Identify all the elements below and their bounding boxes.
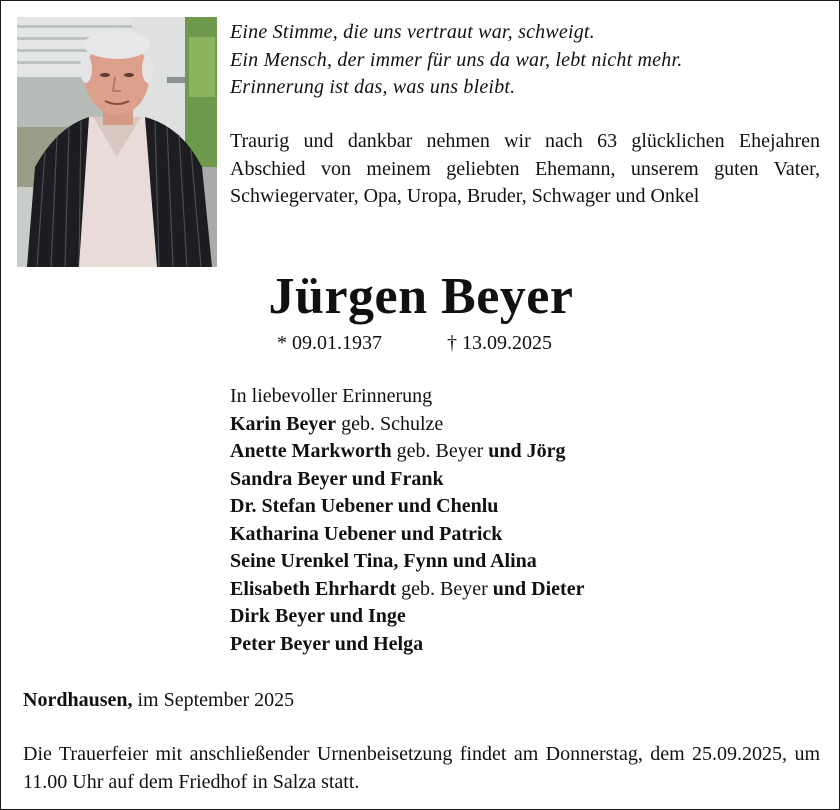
mourner-name: Dr. Stefan Uebener und Chenlu bbox=[230, 495, 499, 517]
mourner-name: Anette Markworth bbox=[230, 440, 392, 462]
place-and-date bbox=[23, 686, 294, 714]
mourner-partner: und Dieter bbox=[492, 577, 585, 600]
list-item bbox=[230, 548, 830, 576]
deceased-name: Jürgen Beyer bbox=[268, 268, 574, 325]
mourner-name: Sandra Beyer und Frank bbox=[230, 467, 444, 490]
intro-text: Traurig und dankbar nehmen wir nach 63 glücklichen Ehejahren Abschied von meinem geliebten Ehemann, unserem guten Vater, Schwiegervater, Opa, Uropa, Bruder, Schwager und Onkel bbox=[230, 130, 820, 207]
list-item bbox=[230, 493, 830, 521]
poem-line: Erinnerung ist das, was uns bleibt. bbox=[230, 76, 516, 98]
place-date: im September 2025 bbox=[132, 689, 295, 711]
death-date: † 13.09.2025 bbox=[447, 332, 552, 354]
list-item bbox=[230, 603, 830, 631]
list-item bbox=[230, 521, 830, 549]
list-item bbox=[230, 466, 830, 494]
birth-date: * 09.01.1937 bbox=[277, 332, 382, 354]
mourner-name: Peter Beyer und Helga bbox=[230, 632, 424, 655]
mourner-note: geb. Schulze bbox=[336, 412, 444, 435]
mourner-note: geb. Beyer bbox=[391, 440, 489, 462]
mourner-partner: und Jörg bbox=[488, 440, 566, 462]
mourner-name: Dirk Beyer und Inge bbox=[230, 605, 406, 627]
portrait-photo-icon bbox=[17, 17, 217, 267]
funeral-service-info: Die Trauerfeier mit anschließender Urnenbeisetzung findet am Donnerstag, dem 25.09.2025, um 11.00 Uhr auf dem Friedhof in Salza statt. bbox=[23, 743, 820, 793]
list-item bbox=[230, 411, 830, 439]
list-item bbox=[230, 631, 830, 659]
poem bbox=[230, 19, 830, 102]
mourners-heading: In liebevoller Erinnerung bbox=[230, 385, 433, 407]
mourner-name: Seine Urenkel Tina, Fynn und Alina bbox=[230, 550, 537, 572]
portrait-photo bbox=[17, 17, 217, 267]
mourner-name: Karin Beyer bbox=[230, 412, 337, 435]
list-item bbox=[230, 438, 830, 466]
mourner-name: Katharina Uebener und Patrick bbox=[230, 522, 503, 545]
mourners-list bbox=[230, 383, 830, 658]
poem-line: Eine Stimme, die uns vertraut war, schweigt. bbox=[230, 21, 595, 43]
poem-line: Ein Mensch, der immer für uns da war, lebt nicht mehr. bbox=[230, 48, 683, 71]
list-item bbox=[230, 576, 830, 604]
mourner-name: Elisabeth Ehrhardt bbox=[230, 577, 397, 600]
place-city: Nordhausen, bbox=[23, 689, 133, 711]
mourner-note: geb. Beyer bbox=[396, 577, 493, 600]
